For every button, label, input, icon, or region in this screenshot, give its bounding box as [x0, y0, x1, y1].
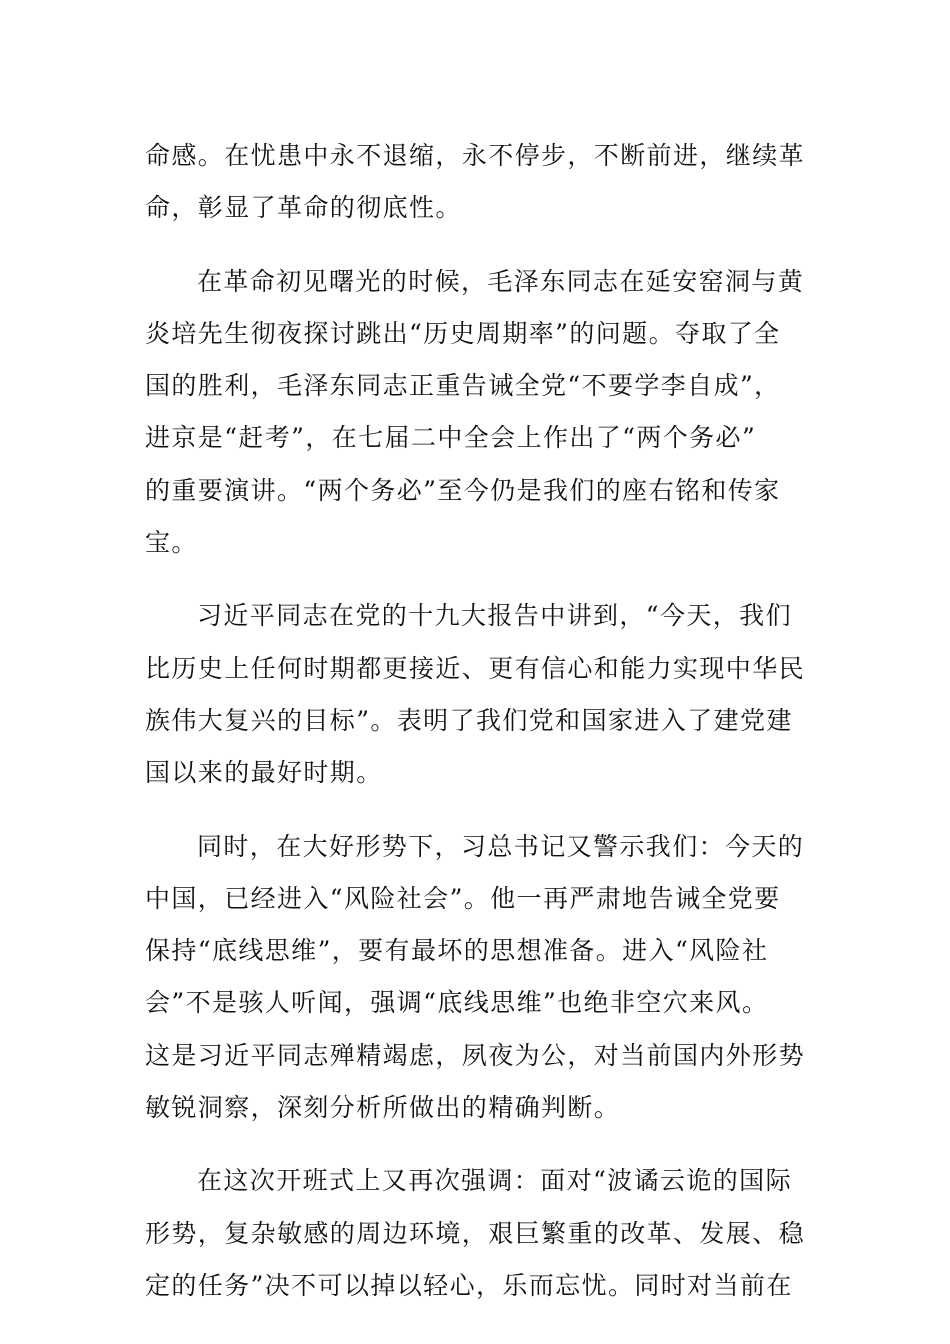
- paragraph: [145, 130, 806, 235]
- text-line: 族伟大复兴的目标”。表明了我们党和国家进入了建党建: [145, 705, 793, 735]
- text-line: 会”不是骇人听闻，强调“底线思维”也绝非空穴来风。: [145, 988, 769, 1018]
- text-line: 在这次开班式上又再次强调：面对“波谲云诡的国际: [197, 1166, 792, 1196]
- text-line: 命，彰显了革命的彻底性。: [145, 193, 462, 223]
- text-line: 的重要演讲。“两个务必”至今仍是我们的座右铭和传家: [145, 475, 781, 505]
- text-line: 同时，在大好形势下，习总书记又警示我们：今天的: [197, 831, 805, 861]
- text-line: 形势，复杂敏感的周边环境，艰巨繁重的改革、发展、稳: [145, 1218, 806, 1248]
- paragraph: [145, 821, 806, 1135]
- text-line: 习近平同志在党的十九大报告中讲到，“今天，我们: [197, 601, 792, 631]
- paragraph: [145, 1155, 806, 1312]
- text-line: 命感。在忧患中永不退缩，永不停步，不断前进，继续革: [145, 141, 806, 170]
- text-line: 宝。: [145, 528, 198, 558]
- text-line: 在革命初见曙光的时候，毛泽东同志在延安窑洞与黄: [197, 266, 805, 296]
- text-line: 进京是“赶考”，在七届二中全会上作出了“两个务必”: [145, 423, 757, 453]
- text-line: 国以来的最好时期。: [145, 758, 383, 788]
- text-line: 中国，已经进入“风险社会”。他一再严肃地告诫全党要: [145, 883, 781, 913]
- text-line: 定的任务”决不可以掉以轻心，乐而忘忧。同时对当前在: [145, 1270, 793, 1300]
- paragraph: [145, 590, 806, 799]
- body-text: [145, 130, 806, 1333]
- text-line: 保持“底线思维”，要有最坏的思想准备。进入“风险社: [145, 936, 769, 966]
- text-line: 比历史上任何时期都更接近、更有信心和能力实现中华民: [145, 653, 806, 683]
- text-line: 国的胜利，毛泽东同志正重告诫全党“不要学李自成”，: [145, 371, 781, 401]
- text-line: 炎培先生彻夜探讨跳出“历史周期率”的问题。夺取了全: [145, 318, 781, 348]
- text-line: 这是习近平同志殚精竭虑，夙夜为公，对当前国内外形势: [145, 1040, 806, 1070]
- text-line: 敏锐洞察，深刻分析所做出的精确判断。: [145, 1093, 621, 1123]
- paragraph: [145, 256, 805, 570]
